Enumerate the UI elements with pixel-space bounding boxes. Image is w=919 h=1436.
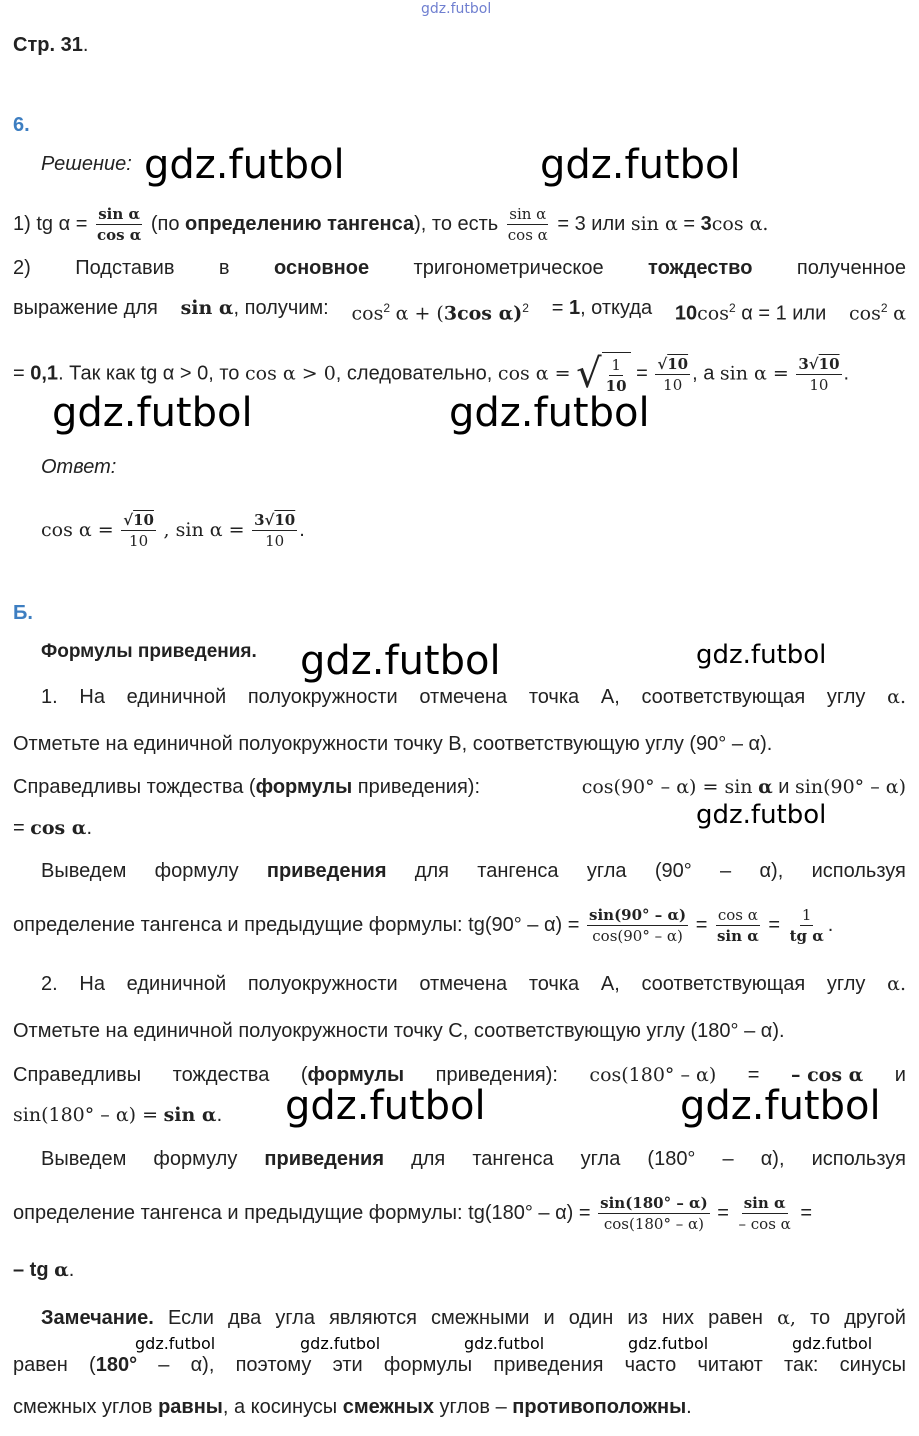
note-line-3 xyxy=(13,1395,906,1419)
eq: = xyxy=(768,914,781,936)
sqrt-icon: √ xyxy=(264,511,275,529)
word: На xyxy=(79,973,105,995)
word: два xyxy=(228,1307,262,1329)
word: соответствующая xyxy=(641,973,806,995)
frac-num: 10 xyxy=(818,354,840,373)
step1-definition: определению тангенса xyxy=(185,212,415,235)
answer-fraction-sin xyxy=(252,510,297,551)
formula-sin180: sin(180° – α) = xyxy=(13,1104,159,1126)
frac-den: sin α xyxy=(716,927,759,946)
frac-num: cos α xyxy=(717,906,758,925)
frac-den: 10 xyxy=(663,375,683,394)
word: α. xyxy=(887,973,906,995)
watermark: gdz.futbol xyxy=(792,1334,873,1353)
p1-derive-line-1 xyxy=(41,859,906,883)
frac-num: sin α xyxy=(509,205,547,223)
word-reduction: приведения xyxy=(266,860,387,882)
word-reduction: приведения xyxy=(264,1148,385,1170)
word: используя xyxy=(811,1148,906,1170)
word: 2. xyxy=(41,973,58,995)
word: углу xyxy=(826,973,866,995)
step1-three: 3 xyxy=(700,212,712,235)
word: синусы xyxy=(839,1354,906,1376)
period: . xyxy=(843,362,850,385)
sup: 2 xyxy=(522,301,529,315)
word-opposite: противоположны xyxy=(512,1396,687,1418)
word: смежными xyxy=(431,1307,530,1329)
fraction-sin-over-cos-2 xyxy=(506,204,550,245)
fraction-sin90-over-cos90 xyxy=(587,905,688,946)
word: единичной xyxy=(126,686,227,708)
step3-whence: , откуда xyxy=(580,297,653,319)
fraction-one-over-tg xyxy=(788,905,826,946)
step1-eq: = xyxy=(683,212,696,235)
frac-num: sin α xyxy=(98,205,141,223)
step3-get: , получим: xyxy=(233,297,329,319)
step3-alpha3: α xyxy=(893,302,906,325)
word: тангенса xyxy=(477,860,559,882)
step4-eq2: = xyxy=(636,362,648,385)
note-line-2 xyxy=(13,1353,906,1377)
solution-label: Решение: xyxy=(41,153,132,175)
frac-den: 10 xyxy=(129,532,149,550)
step3-rest: α = 1 или xyxy=(741,302,827,325)
period: . xyxy=(68,1259,75,1281)
word: Справедливы xyxy=(13,1064,142,1086)
word: тригонометрическое xyxy=(413,257,604,279)
text: = xyxy=(13,817,25,839)
step4-eq: = xyxy=(13,362,25,385)
step3-alpha: α + ( xyxy=(395,302,444,325)
formula-sin90: sin(90° – α) xyxy=(795,776,906,798)
frac-num: 10 xyxy=(133,511,154,529)
eq: = xyxy=(747,1064,760,1086)
p2-line-2: Отметьте на единичной полуокружности точку С, соответствующую углу (180° – α). xyxy=(13,1020,785,1042)
frac-den: cos α xyxy=(96,226,142,244)
word: полуокружности xyxy=(247,973,398,995)
answer-label: Ответ: xyxy=(41,456,117,478)
formula-cos180: cos(180° – α) xyxy=(589,1064,717,1086)
sqrt-icon: √ xyxy=(123,511,134,529)
word: отмечена xyxy=(419,973,508,995)
watermark-top: gdz.futbol xyxy=(421,1,492,17)
word: угла xyxy=(580,1148,621,1170)
p2-derive-line-2 xyxy=(13,1191,906,1235)
step3-eq: = xyxy=(551,297,564,319)
word: угла xyxy=(275,1307,315,1329)
formula-minus-cos: – cos α xyxy=(790,1064,864,1086)
frac-den: 10 xyxy=(265,532,285,550)
coef: 3 xyxy=(798,354,809,373)
word: равен xyxy=(708,1307,763,1329)
word: углу xyxy=(826,686,866,708)
p1-line-3 xyxy=(13,775,906,799)
word: А, xyxy=(600,973,620,995)
word: (90° xyxy=(654,860,692,882)
word: так: xyxy=(784,1354,819,1376)
eq: = xyxy=(800,1202,813,1224)
step3-cos: cos xyxy=(351,302,384,325)
answer-sin: , sin α = xyxy=(163,518,245,541)
step3-one: 1 xyxy=(568,297,581,319)
eq: = xyxy=(695,914,708,936)
word: угла xyxy=(586,860,627,882)
word: – xyxy=(722,1148,734,1170)
sqrt-icon: √ xyxy=(808,354,819,373)
watermark: gdz.futbol xyxy=(300,1334,381,1353)
word: приведения): xyxy=(435,1064,558,1086)
step4-cos-alpha: cos α = xyxy=(497,362,571,385)
watermark: gdz.futbol xyxy=(464,1334,545,1353)
step4-so: , следовательно, xyxy=(335,362,493,385)
watermark: gdz.futbol xyxy=(696,800,827,830)
p1-line-2: Отметьте на единичной полуокружности точку В, соответствующую углу (90° – α). xyxy=(13,733,773,755)
word: формулу xyxy=(154,860,239,882)
section-heading: Формулы приведения. xyxy=(41,641,257,662)
frac-den: tg α xyxy=(789,927,824,946)
frac-den: cos(90° – α) xyxy=(592,927,683,946)
word: эти xyxy=(332,1354,363,1376)
sqrt-icon: √ xyxy=(657,354,668,373)
word: для xyxy=(414,860,449,882)
text: ( xyxy=(300,1064,308,1086)
frac-den: 10 xyxy=(809,375,829,394)
word: соответствующая xyxy=(641,686,806,708)
word: поэтому xyxy=(235,1354,312,1376)
text: углов – xyxy=(439,1396,507,1418)
period: . xyxy=(686,1396,692,1418)
word: формулы xyxy=(383,1354,473,1376)
text: приведения): xyxy=(357,776,480,798)
word: тангенса xyxy=(472,1148,554,1170)
step1-eq3: = 3 или xyxy=(557,212,626,235)
formula-cos90: cos(90° – α) = sin xyxy=(581,776,753,798)
word: из xyxy=(627,1307,648,1329)
word: часто xyxy=(624,1354,677,1376)
p1-line-1 xyxy=(41,685,906,709)
answer-line xyxy=(41,510,305,551)
word: точка xyxy=(528,686,580,708)
word: Подставив xyxy=(75,257,175,279)
page-label-dot: . xyxy=(82,34,89,56)
step4-sin-alpha: sin α = xyxy=(719,362,789,385)
word: единичной xyxy=(126,973,227,995)
text: смежных углов xyxy=(13,1396,153,1418)
section-letter: Б. xyxy=(13,602,33,624)
word: – xyxy=(158,1354,170,1376)
word: Выведем xyxy=(41,1148,127,1170)
word: то xyxy=(810,1307,831,1329)
word: α. xyxy=(887,686,906,708)
word: равен xyxy=(13,1354,68,1376)
word: в xyxy=(218,257,230,279)
fraction-cos-over-sin xyxy=(715,905,761,946)
watermark: gdz.futbol xyxy=(135,1334,216,1353)
word-formulas: формулы xyxy=(307,1064,405,1086)
text: определение тангенса и предыдущие формулы: tg(90° – α) = xyxy=(13,914,580,936)
frac-den: cos(180° – α) xyxy=(603,1215,704,1234)
word: На xyxy=(79,686,105,708)
page-label xyxy=(13,34,88,57)
word-adjacent: смежных xyxy=(342,1396,434,1418)
word: α), xyxy=(190,1354,215,1376)
minus-tg: – tg xyxy=(13,1259,49,1281)
sup: 2 xyxy=(880,301,888,315)
word: них xyxy=(661,1307,695,1329)
fraction-sqrt10-over-10 xyxy=(655,354,690,395)
word: полуокружности xyxy=(247,686,398,708)
word: другой xyxy=(844,1307,906,1329)
word: Выведем xyxy=(41,860,127,882)
word: 2) xyxy=(13,257,31,279)
word: являются xyxy=(329,1307,417,1329)
word: Если xyxy=(167,1307,214,1329)
step3-3cos: 3cos α xyxy=(443,302,514,325)
text: Справедливы тождества ( xyxy=(13,776,256,798)
step3-text: выражение для xyxy=(13,297,158,319)
word: – xyxy=(720,860,732,882)
period: . xyxy=(827,914,834,936)
watermark: gdz.futbol xyxy=(449,390,650,436)
step3-cos3: cos xyxy=(849,302,881,325)
step1-sin: sin α xyxy=(630,212,678,235)
word: А, xyxy=(600,686,620,708)
step1-then: ), то есть xyxy=(414,212,499,235)
p2-derive-line-1 xyxy=(41,1147,906,1171)
step1-by: (по xyxy=(150,212,180,235)
sqrt-icon: √ xyxy=(576,351,602,397)
coef: 3 xyxy=(254,511,265,529)
word-basic: основное xyxy=(274,257,370,279)
word: один xyxy=(568,1307,614,1329)
word-equal: равны xyxy=(158,1396,223,1418)
step3-cos2: cos xyxy=(697,302,729,325)
page-number: Стр. 31 xyxy=(13,34,83,56)
alpha: α xyxy=(54,1259,69,1281)
word: отмечена xyxy=(419,686,508,708)
watermark: gdz.futbol xyxy=(628,1334,709,1353)
word: тождества xyxy=(172,1064,270,1086)
solution-step-1 xyxy=(13,204,906,245)
eq: = xyxy=(717,1202,729,1224)
word-formulas: формулы xyxy=(255,776,353,798)
text: , а косинусы xyxy=(222,1396,338,1418)
word: и xyxy=(894,1064,906,1086)
word: полученное xyxy=(796,257,906,279)
word: используя xyxy=(811,860,906,882)
frac-den: 10 xyxy=(605,377,627,395)
step3-ten: 10 xyxy=(674,302,698,325)
frac-num: 1 xyxy=(611,356,621,374)
solution-step-3 xyxy=(13,296,906,326)
frac-den: – cos α xyxy=(738,1215,791,1234)
alpha: α xyxy=(758,776,773,798)
sup: 2 xyxy=(728,301,736,315)
note-line-1 xyxy=(41,1306,906,1330)
word: читают xyxy=(697,1354,763,1376)
frac-num: sin(180° – α) xyxy=(600,1194,708,1213)
word: формулу xyxy=(153,1148,238,1170)
fraction-sin-over-cos xyxy=(95,204,143,245)
answer-cos: cos α = xyxy=(41,518,114,541)
word: (180° xyxy=(647,1148,696,1170)
watermark: gdz.futbol xyxy=(285,1083,486,1129)
frac-num: 10 xyxy=(667,354,689,373)
p1-derive-line-2 xyxy=(13,903,906,947)
sup: 2 xyxy=(383,301,391,315)
text: ( xyxy=(89,1354,96,1376)
word: α), xyxy=(760,1148,785,1170)
word-identity: тождество xyxy=(648,257,753,279)
frac-num: 10 xyxy=(274,511,296,529)
p2-result xyxy=(13,1258,906,1282)
frac-num: sin(90° – α) xyxy=(589,906,687,925)
p2-line-1 xyxy=(41,972,906,996)
word: точка xyxy=(528,973,580,995)
step3-sin: sin α xyxy=(180,297,234,319)
word: α, xyxy=(777,1307,796,1329)
step1-cos: cos α. xyxy=(711,212,769,235)
step4-and: , а xyxy=(692,362,715,385)
text: и xyxy=(778,776,790,798)
formula-cos-alpha: cos α xyxy=(30,817,87,839)
note-label: Замечание. xyxy=(41,1307,154,1329)
frac-num: 1 xyxy=(801,906,812,925)
fraction-3sqrt10-over-10 xyxy=(796,354,841,395)
step4-value: 0,1 xyxy=(30,362,59,385)
solution-step-2 xyxy=(13,256,906,280)
text: . xyxy=(86,817,92,839)
word: и xyxy=(543,1307,555,1329)
answer-fraction-cos xyxy=(121,510,156,551)
step4-since: . Так как tg α > 0, то xyxy=(58,362,240,385)
watermark: gdz.futbol xyxy=(540,142,741,188)
frac-den: cos α xyxy=(507,226,548,244)
word: α), xyxy=(759,860,784,882)
fraction-sin180-over-cos180 xyxy=(598,1193,710,1234)
fraction-sin-over-minus-cos xyxy=(737,1193,793,1234)
task-number: 6. xyxy=(13,114,30,136)
step3-close: ) xyxy=(513,302,523,325)
period: . xyxy=(216,1104,223,1126)
step4-cos-positive: cos α > 0 xyxy=(245,362,336,385)
angle-180: 180° xyxy=(95,1354,138,1376)
step1-prefix: 1) tg α = xyxy=(13,212,88,235)
period: . xyxy=(299,518,305,541)
word: для xyxy=(411,1148,446,1170)
formula-sin-alpha: sin α xyxy=(163,1104,217,1126)
text: определение тангенса и предыдущие формулы: tg(180° – α) = xyxy=(13,1202,591,1224)
watermark: gdz.futbol xyxy=(696,640,827,670)
frac-num: sin α xyxy=(743,1194,786,1213)
word: 1. xyxy=(41,686,58,708)
watermark: gdz.futbol xyxy=(52,390,253,436)
word: приведения xyxy=(493,1354,604,1376)
watermark: gdz.futbol xyxy=(144,142,345,188)
watermark: gdz.futbol xyxy=(680,1083,881,1129)
watermark: gdz.futbol xyxy=(300,638,501,684)
